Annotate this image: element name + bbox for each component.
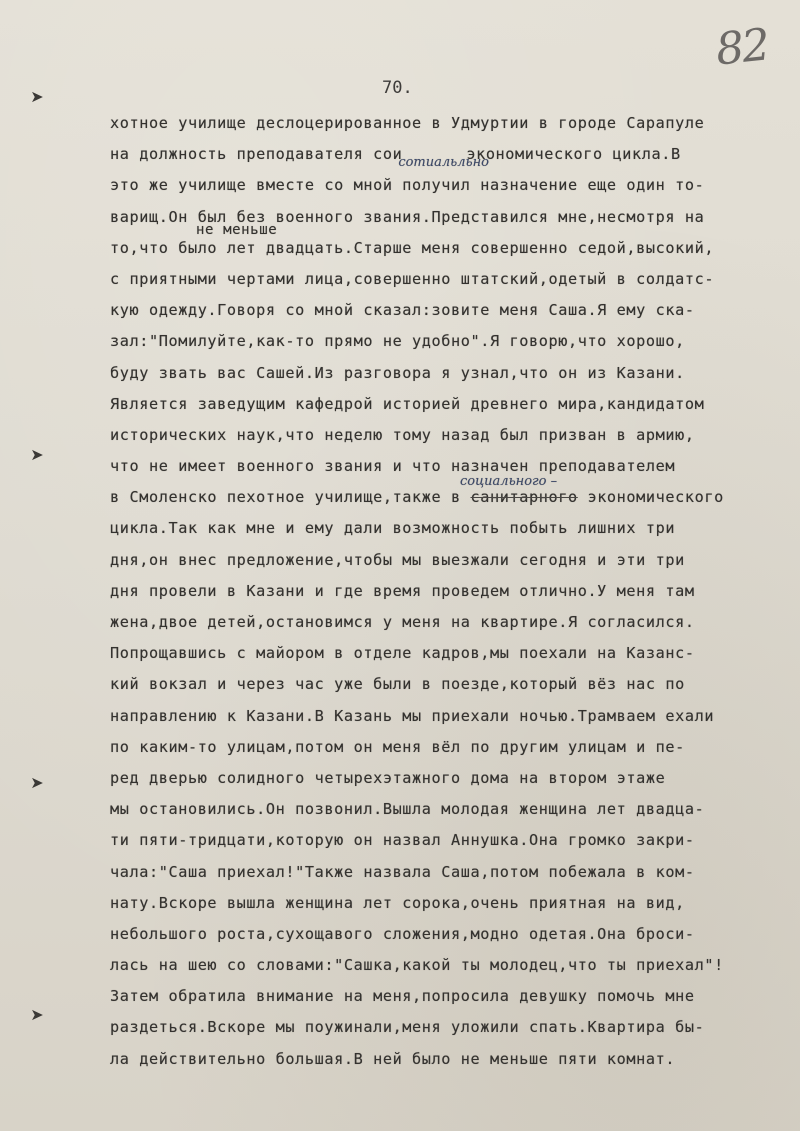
- text-line: варищ.Он был без военного звания.Представился мне,несмотря на: [110, 207, 705, 226]
- text-line: дня провели в Казани и где время проведем отлично.У меня там: [110, 581, 695, 600]
- typed-insert: не меньше: [196, 221, 278, 238]
- typed-text-body: [110, 108, 750, 1075]
- text-line: зал:"Помилуйте,как-то прямо не удобно".Я говорю,что хорошо,: [110, 332, 685, 351]
- text-line: цикла.Так как мне и ему дали возможность побыть лишних три: [110, 519, 676, 538]
- text-line: ти пяти-тридцати,которую он назвал Аннушка.Она громко закри-: [110, 831, 695, 850]
- text-line: это же училище вместе со мной получил назначение еще один то-: [110, 176, 705, 195]
- text-line: чала:"Саша приехал!"Также назвала Саша,потом побежала в ком-: [110, 862, 695, 881]
- punch-mark-icon: ➤: [30, 87, 44, 106]
- text-line: направлению к Казани.В Казань мы приехали ночью.Трамваем ехали: [110, 706, 715, 725]
- text-line: раздеться.Вскоре мы поужинали,меня уложили спать.Квартира бы-: [110, 1018, 705, 1037]
- text-line: буду звать вас Сашей.Из разговора я узнал,что он из Казани.: [110, 363, 685, 382]
- text-line: [110, 474, 750, 513]
- handwritten-insert: сотиальльно: [398, 155, 489, 171]
- text-line: с приятными чертами лица,совершенно штатский,одетый в солдатс-: [110, 269, 715, 288]
- text-line: ла действительно большая.В ней было не меньше пяти комнат.: [110, 1049, 676, 1068]
- text-segment: сои: [373, 145, 403, 164]
- text-segment: в Смоленско пехотное училище,также в: [110, 488, 471, 507]
- text-line: жена,двое детей,остановимся у меня на квартире.Я согласился.: [110, 613, 695, 631]
- text-line: [110, 139, 750, 170]
- text-line: мы остановились.Он позвонил.Вышла молодая женщина лет двадца-: [110, 800, 705, 819]
- text-line: кий вокзал и через час уже были в поезде,который вёз нас по: [110, 675, 685, 694]
- text-segment: на должность преподавателя: [110, 145, 374, 164]
- text-line: лась на шею со словами:"Сашка,какой ты молодец,что ты приехал"!: [110, 956, 724, 975]
- text-line: [110, 221, 750, 264]
- punch-mark-icon: ➤: [30, 773, 44, 792]
- text-segment: экономического цикла.В: [466, 145, 681, 164]
- text-segment: экономического: [577, 488, 724, 507]
- text-line: хотное училище деслоцерированное в Удмуртии в городе Сарапуле: [110, 114, 705, 132]
- page-number: 70.: [382, 78, 413, 98]
- handwritten-insert: социального –: [460, 474, 558, 490]
- text-line: по каким-то улицам,потом он меня вёл по другим улицам и пе-: [110, 737, 685, 756]
- text-line: дня,он внес предложение,чтобы мы выезжали сегодня и эти три: [110, 550, 685, 569]
- text-line: кую одежду.Говоря со мной сказал:зовите меня Саша.Я ему ска-: [110, 301, 695, 320]
- text-line: ред дверью солидного четырехэтажного дома на втором этаже: [110, 768, 666, 787]
- struck-word: санитарного: [470, 488, 578, 507]
- text-line: Попрощавшись с майором в отделе кадров,мы поехали на Казанс-: [110, 644, 695, 663]
- text-line: Затем обратила внимание на меня,попросила девушку помочь мне: [110, 987, 695, 1006]
- archive-page-number: 82: [713, 19, 771, 76]
- text-segment: то,что было лет двадцать.Старше меня совершенно седой,высокий,: [110, 238, 715, 257]
- text-line: нату.Вскоре вышла женщина лет сорока,очень приятная на вид,: [110, 893, 685, 912]
- punch-mark-icon: ➤: [30, 445, 44, 464]
- text-line: Является заведущим кафедрой историей древнего мира,кандидатом: [110, 394, 705, 413]
- text-line: исторических наук,что неделю тому назад был призван в армию,: [110, 425, 695, 444]
- punch-mark-icon: ➤: [30, 1005, 44, 1024]
- text-line: что не имеет военного звания и что назначен преподавателем: [110, 457, 676, 476]
- text-line: небольшого роста,сухощавого сложения,модно одетая.Она броси-: [110, 924, 695, 943]
